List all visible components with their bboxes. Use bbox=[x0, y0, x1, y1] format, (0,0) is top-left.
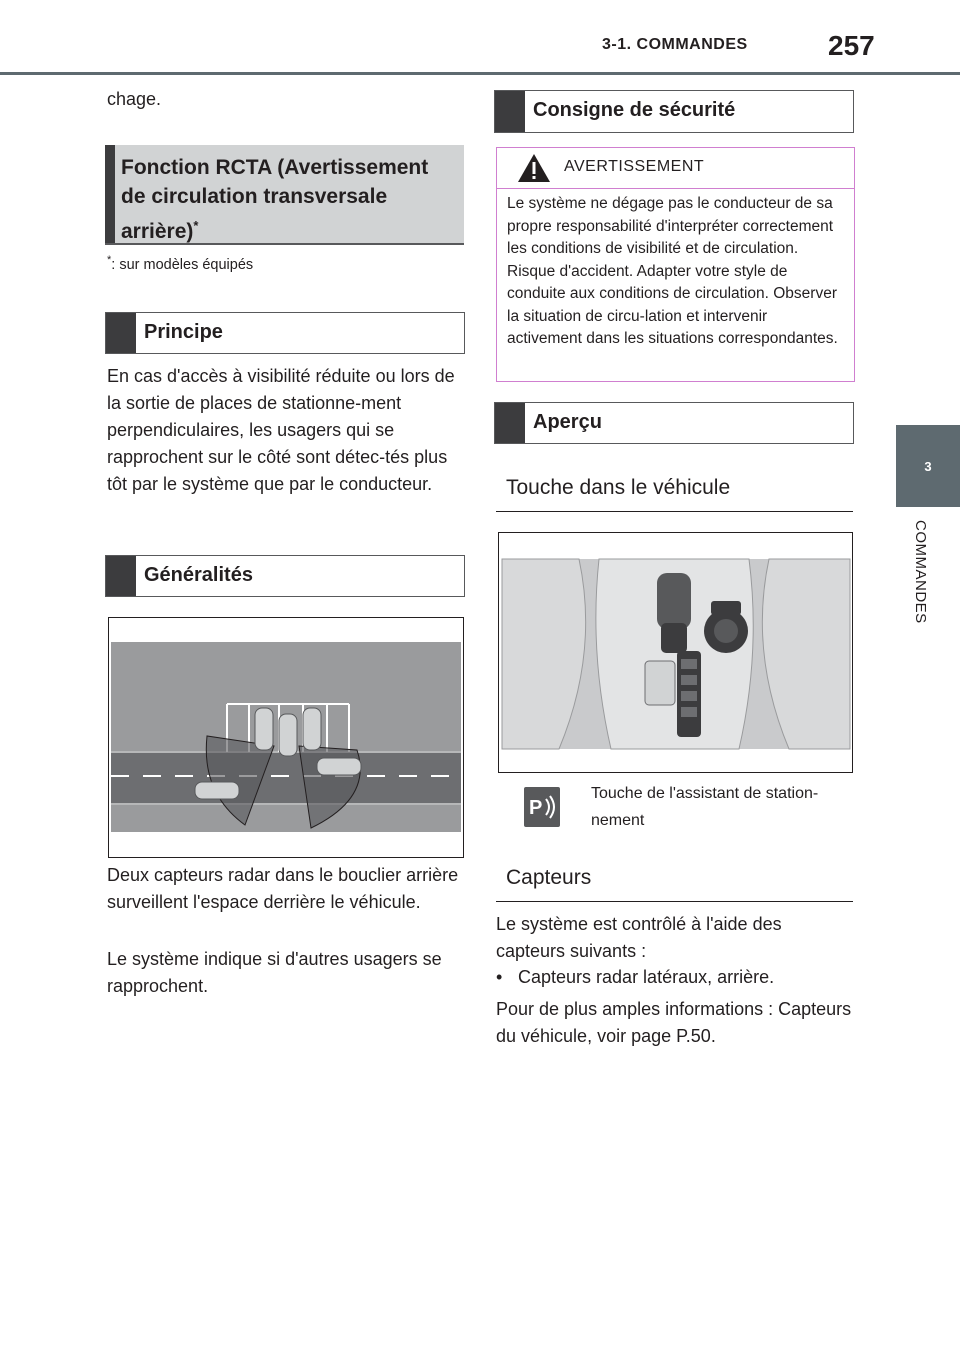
capteurs-text: Le système est contrôlé à l'aide des capteurs suivants : bbox=[496, 914, 782, 961]
console-svg bbox=[499, 533, 852, 772]
warning-triangle-icon bbox=[517, 153, 551, 183]
warning-title: AVERTISSEMENT bbox=[564, 158, 705, 175]
chapter-label bbox=[905, 520, 935, 650]
generalites-para-1: Deux capteurs radar dans le bouclier arrière surveillent l'espace derrière le véhicule. bbox=[107, 865, 459, 912]
footnote-text: : sur modèles équipés bbox=[111, 256, 254, 273]
rcta-heading-box bbox=[105, 145, 464, 245]
capteurs-bullet: • Capteurs radar latéraux, arrière. bbox=[496, 967, 775, 987]
principe-heading: Principe bbox=[144, 321, 223, 343]
header-rule bbox=[0, 72, 960, 75]
touche-rule bbox=[496, 511, 853, 512]
page-number: 257 bbox=[828, 30, 875, 61]
parking-assistant-icon bbox=[524, 787, 560, 827]
rcta-heading: Fonction RCTA (Avertissement de circulation transversale arrière) bbox=[121, 156, 429, 243]
chapter-label-text: COMMANDES bbox=[912, 520, 929, 624]
generalites-heading-box bbox=[105, 555, 465, 597]
chapter-tab bbox=[896, 425, 960, 507]
svg-text:P: P bbox=[529, 797, 543, 819]
capteurs-rule bbox=[496, 901, 853, 902]
rcta-illustration bbox=[108, 617, 464, 858]
capteurs-bullet-text: Capteurs radar latéraux, arrière. bbox=[518, 967, 775, 987]
console-illustration bbox=[498, 532, 853, 773]
rcta-footnote-mark: * bbox=[193, 218, 199, 233]
generalites-para-2: Le système indique si d'autres usagers se rapprochent. bbox=[107, 949, 442, 996]
consigne-heading-box bbox=[494, 90, 854, 133]
button-caption: Touche de l'assistant de station-nement bbox=[591, 785, 819, 829]
intro-text: chage. bbox=[107, 89, 162, 109]
capteurs-heading: Capteurs bbox=[506, 866, 592, 889]
touche-heading: Touche dans le véhicule bbox=[506, 476, 731, 499]
rcta-diagram-svg bbox=[109, 618, 463, 857]
warning-box bbox=[496, 147, 855, 382]
footnote bbox=[107, 254, 253, 273]
apercu-heading: Aperçu bbox=[533, 411, 602, 433]
running-header: 3-1. COMMANDES bbox=[602, 36, 748, 53]
apercu-heading-box bbox=[494, 402, 854, 444]
more-info: Pour de plus amples informations : Capteurs du véhicule, voir page P.50. bbox=[496, 999, 852, 1046]
principe-heading-box bbox=[105, 312, 465, 354]
warning-text: Le système ne dégage pas le conducteur de sa propre responsabilité d'interpréter correctement les conditions de visibilité et de circulation. Risque d'accident. Adapter votre style de conduite aux conditions de circulation. Observer la situation de circu-lation et intervenir activement dans les situations correspondantes. bbox=[507, 195, 838, 347]
generalites-heading: Généralités bbox=[144, 564, 253, 586]
consigne-heading: Consigne de sécurité bbox=[533, 99, 736, 121]
footnote-mark: * bbox=[107, 254, 112, 266]
principe-text: En cas d'accès à visibilité réduite ou lors de la sortie de places de stationne-ment perpendiculaires, les usagers qui se rapprochent sur le côté sont détec-tés plus tôt par le système que par le conducteur. bbox=[107, 366, 455, 494]
chapter-number: 3 bbox=[924, 458, 932, 474]
